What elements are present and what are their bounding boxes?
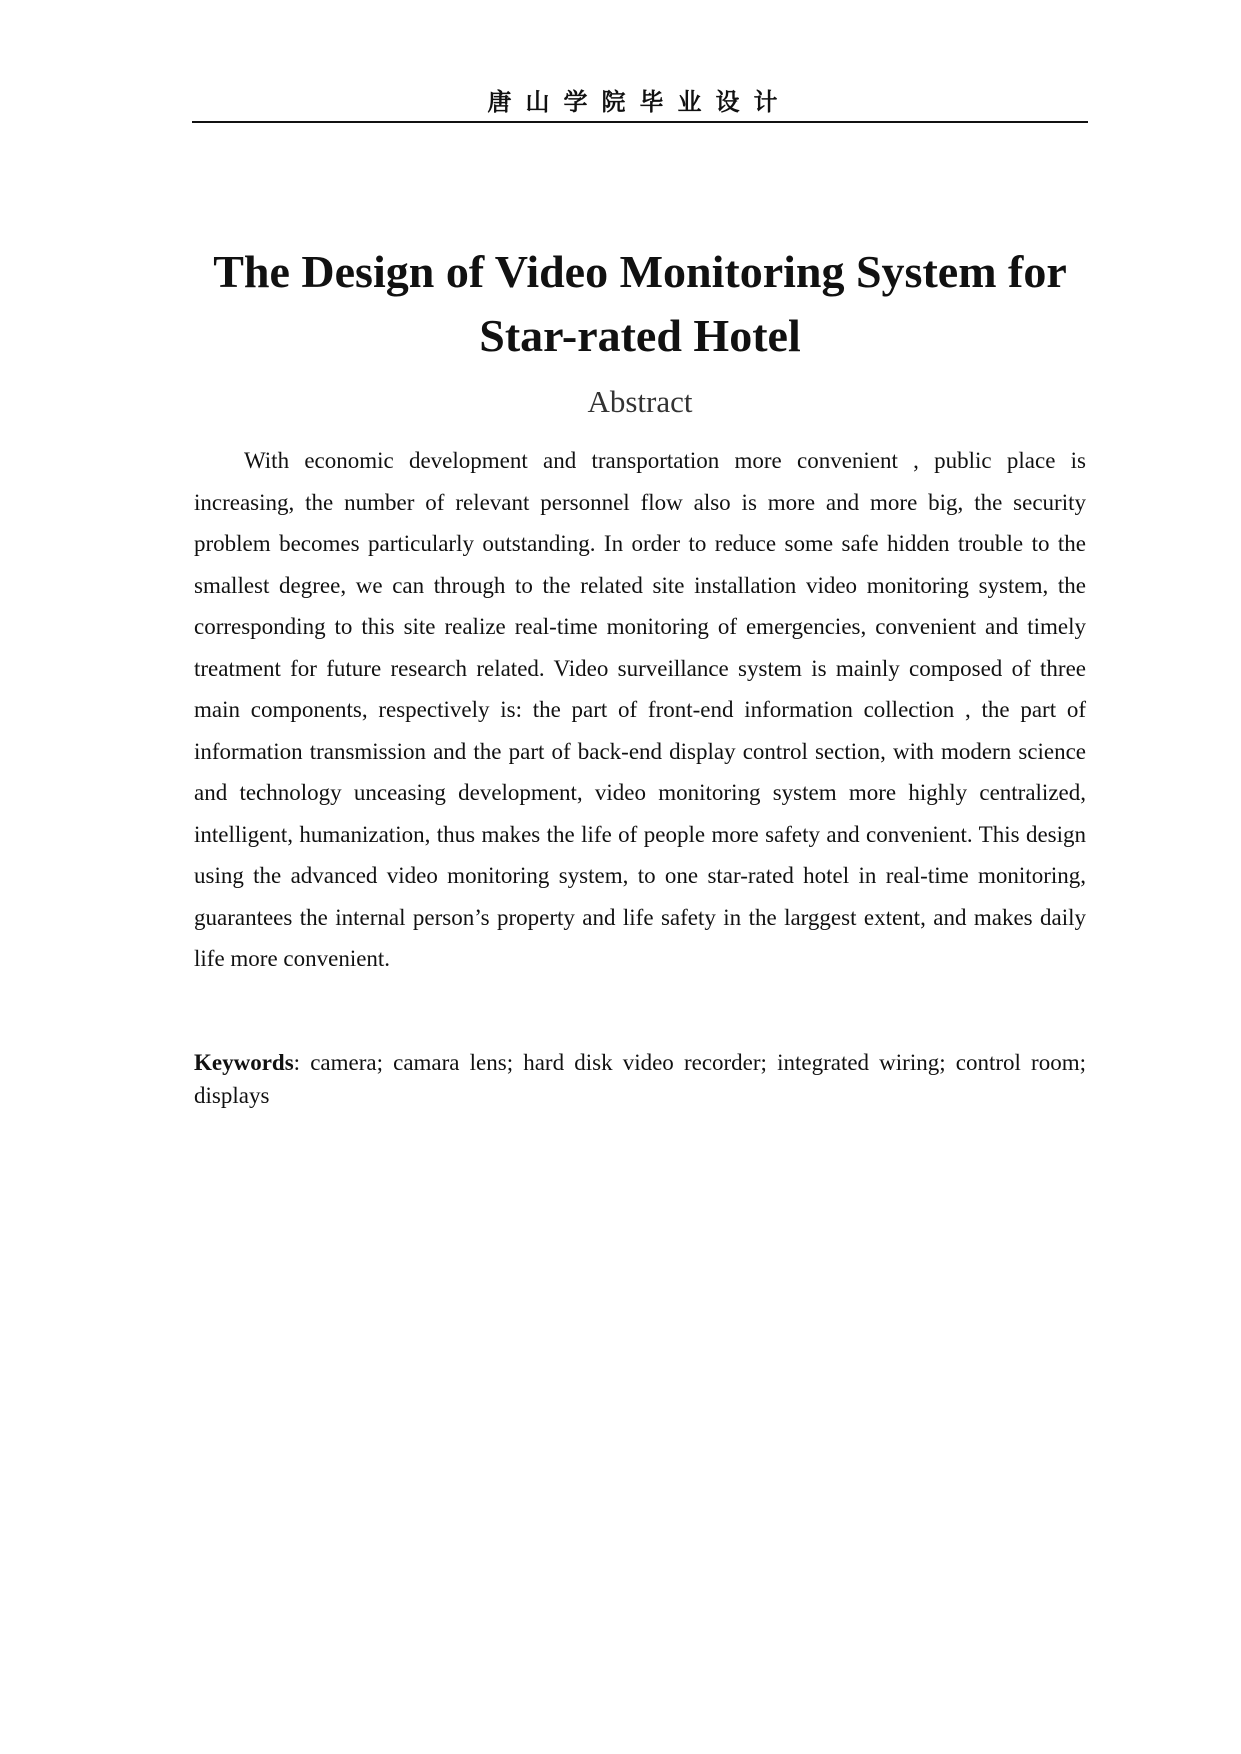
keywords-label: Keywords [194,1050,294,1075]
keywords [194,1046,1086,1112]
abstract-body: With economic development and transportation more convenient , public place is increasing, the number of relevant personnel flow also is more and more big, the security problem becomes particularly outstanding. In order to reduce some safe hidden trouble to the smallest degree, we can through to the related site installation video monitoring system, the corresponding to this site realize real-time monitoring of emergencies, convenient and timely treatment for future research related. Video surveillance system is mainly composed of three main components, respectively is: the part of front-end information collection , the part of information transmission and the part of back-end display control section, with modern science and technology unceasing development, video monitoring system more highly centralized, intelligent, humanization, thus makes the life of people more safety and convenient. This design using the advanced video monitoring system, to one star-rated hotel in real-time monitoring, guarantees the internal person’s property and life safety in the larggest extent, and makes daily life more convenient. [194,448,1086,971]
document-title: The Design of Video Monitoring System for Star-rated Hotel [213,246,1067,361]
abstract-heading: Abstract [587,384,693,419]
running-header: 唐山学院毕业设计 [487,88,792,116]
keywords-text: : camera; camara lens; hard disk video recorder; integrated wiring; control room; displays [194,1050,1086,1108]
header-rule [192,121,1088,123]
